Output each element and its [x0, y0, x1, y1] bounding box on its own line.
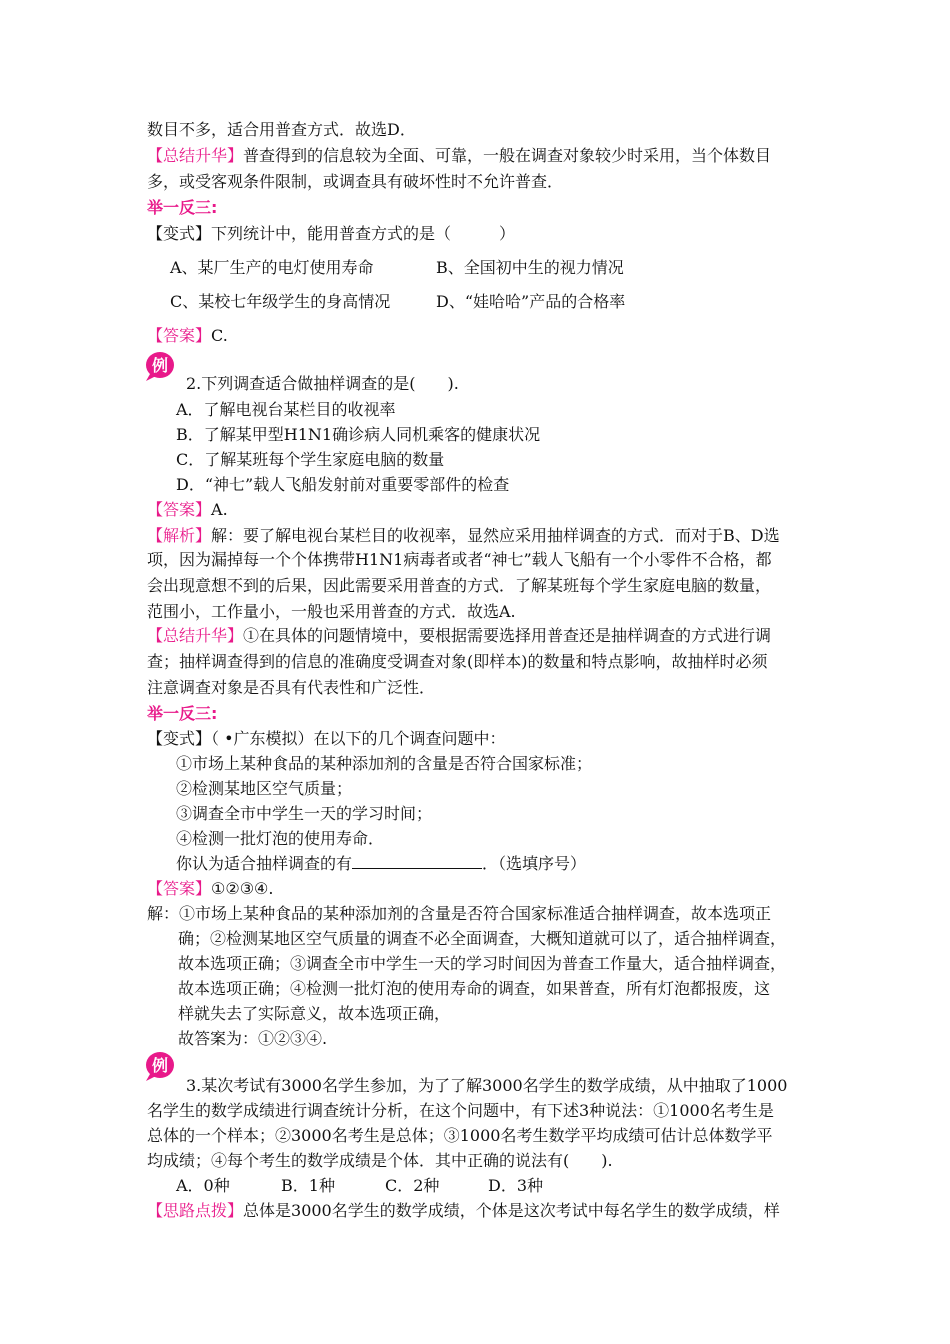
- variant-question: 【变式】（ •广东模拟）在以下的几个调查问题中：: [147, 729, 506, 748]
- text-line: 会出现意想不到的后果，因此需要采用普查的方式．了解某班每个学生家庭电脑的数量，: [147, 576, 772, 595]
- text-line: 名学生的数学成绩进行调查统计分析，在这个问题中，有下述3种说法：①1000名考生是: [147, 1101, 774, 1120]
- svg-text:例: 例: [151, 1056, 169, 1075]
- option-b: B．了解某甲型H1N1确诊病人同机乘客的健康状况: [176, 425, 541, 444]
- jyfs-heading: 举一反三:: [147, 704, 218, 723]
- option-a: A．0种: [176, 1176, 230, 1195]
- option-a: A．了解电视台某栏目的收视率: [176, 400, 396, 419]
- option-c: C．了解某班每个学生家庭电脑的数量: [176, 450, 445, 469]
- option-c: C、某校七年级学生的身高情况: [170, 292, 391, 311]
- example-question: 3.某次考试有3000名学生参加，为了了解3000名学生的数学成绩，从中抽取了1000: [186, 1076, 788, 1095]
- answer-tag: 【答案】: [147, 326, 212, 345]
- analysis-tag: 【解析】: [147, 526, 212, 545]
- list-item: ③调查全市中学生一天的学习时间；: [176, 804, 433, 823]
- jyfs-heading: 举一反三:: [147, 198, 218, 217]
- option-b: B、全国初中生的视力情况: [436, 258, 624, 277]
- answer-line: 【答案】①②③④.: [147, 879, 274, 898]
- solution-line: 确；②检测某地区空气质量的调查不必全面调查，大概知道就可以了，适合抽样调查，: [178, 929, 787, 948]
- answer-tag: 【答案】: [147, 879, 212, 898]
- list-item: ④检测一批灯泡的使用寿命．: [176, 829, 385, 848]
- text-line: 范围小，工作量小，一般也采用普查的方式．故选A.: [147, 602, 516, 621]
- text-line: 查；抽样调查得到的信息的准确度受调查对象(即样本)的数量和特点影响，故抽样时必须: [147, 652, 768, 671]
- answer-blank: [352, 852, 482, 869]
- text-line: 项，因为漏掉每一个个体携带H1N1病毒者或者“神七”载人飞船有一个小零件不合格，都: [147, 550, 772, 569]
- answer-tag: 【答案】: [147, 500, 212, 519]
- list-item: ①市场上某种食品的某种添加剂的含量是否符合国家标准；: [176, 754, 593, 773]
- hint-tag: 【思路点拨】: [147, 1201, 244, 1220]
- text-line: 多，或受客观条件限制，或调查具有破坏性时不允许普查．: [147, 172, 564, 191]
- summary-tag: 【总结升华】: [147, 146, 244, 165]
- summary-line: 【总结升华】①在具体的问题情境中，要根据需要选择用普查还是抽样调查的方式进行调: [147, 626, 772, 645]
- list-item: ②检测某地区空气质量；: [176, 779, 353, 798]
- option-d: D、“娃哈哈”产品的合格率: [436, 292, 626, 311]
- solution-line: 故答案为：①②③④.: [178, 1029, 328, 1048]
- text-line: 数目不多，适合用普查方式．故选D．: [147, 120, 416, 139]
- option-a: A、某厂生产的电灯使用寿命: [170, 258, 374, 277]
- solution-line: 解：①市场上某种食品的某种添加剂的含量是否符合国家标准适合抽样调查，故本选项正: [147, 904, 772, 923]
- text-line: 均成绩；④每个考生的数学成绩是个体．其中正确的说法有( ).: [147, 1151, 613, 1170]
- solution-line: 故本选项正确；③调查全市中学生一天的学习时间因为普查工作量大，适合抽样调查，: [178, 954, 787, 973]
- text-line: 注意调查对象是否具有代表性和广泛性．: [147, 678, 436, 697]
- svg-text:例: 例: [151, 356, 169, 375]
- fill-in-question: 你认为适合抽样调查的有 ．（选填序号）: [176, 854, 587, 873]
- answer-line: 【答案】C.: [147, 326, 228, 345]
- example-question: 2.下列调查适合做抽样调查的是( ).: [186, 374, 459, 393]
- text-line: 总体的一个样本；②3000名考生是总体；③1000名考生数学平均成绩可估计总体数学平: [147, 1126, 773, 1145]
- hint-line: 【思路点拨】总体是3000名学生的数学成绩，个体是这次考试中每名学生的数学成绩，样: [147, 1201, 780, 1220]
- summary-tag: 【总结升华】: [147, 626, 244, 645]
- option-b: B．1种: [281, 1176, 335, 1195]
- example-badge-icon: [144, 350, 178, 382]
- option-d: D．“神七”载人飞船发射前对重要零部件的检查: [176, 475, 510, 494]
- summary-line: 【总结升华】普查得到的信息较为全面、可靠，一般在调查对象较少时采用，当个体数目: [147, 146, 772, 165]
- option-c: C．2种: [385, 1176, 440, 1195]
- option-d: D．3种: [488, 1176, 544, 1195]
- answer-line: 【答案】A.: [147, 500, 228, 519]
- variant-question: 【变式】下列统计中，能用普查方式的是（ ）: [147, 224, 516, 243]
- solution-line: 样就失去了实际意义，故本选项正确，: [178, 1004, 451, 1023]
- solution-line: 故本选项正确；④检测一批灯泡的使用寿命的调查，如果普查，所有灯泡都报废，这: [178, 979, 771, 998]
- analysis-line: 【解析】解：要了解电视台某栏目的收视率，显然应采用抽样调查的方式．而对于B、D选: [147, 526, 780, 545]
- example-badge-icon: [144, 1050, 178, 1082]
